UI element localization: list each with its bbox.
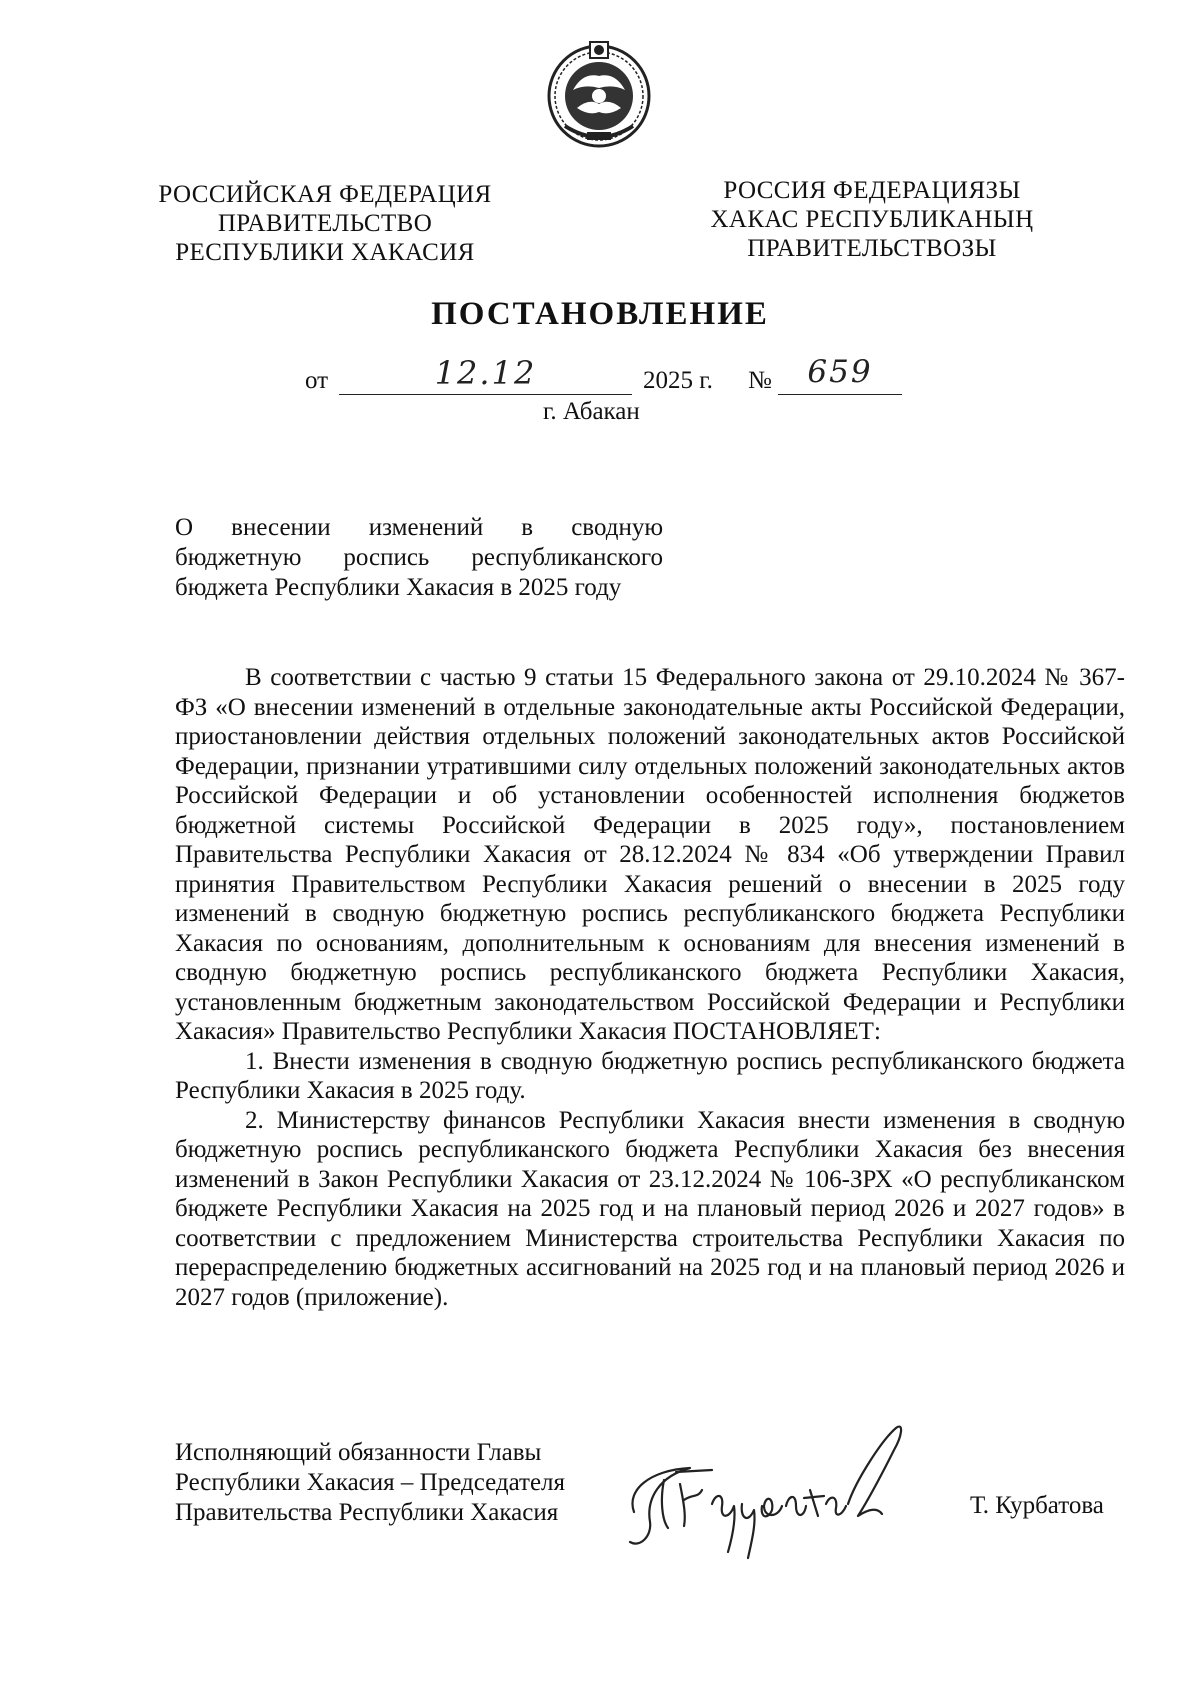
preamble-paragraph: В соответствии с частью 9 статьи 15 Федерального закона от 29.10.2024 № 367-ФЗ «О внесении изменений в отдельные законодательные акты Российской Федерации, приостановлении действия отдельных положений законодательных актов Российской Федерации, признании утратившими силу отдельных положений законодательных актов Российской Федерации и об установлении особенностей исполнения бюджетов бюджетной системы Российской Федерации в 2025 году», постановлением Правительства Республики Хакасия от 28.12.2024 № 834 «Об утверждении Правил принятия Правительством Республики Хакасия решений о внесении в 2025 году изменений в сводную бюджетную роспись республиканского бюджета Республики Хакасия по основаниям, дополнительным к основаниям для внесения изменений в сводную бюджетную роспись республиканского бюджета Республики Хакасия, установленным бюджетным законодательством Российской Федерации и Республики Хакасия» Правительство Республики Хакасия ПОСТАНОВЛЯЕТ: — [175, 664, 1125, 1045]
number-underline — [778, 394, 902, 395]
signatory-role — [175, 1438, 625, 1528]
city-label: г. Абакан — [543, 398, 640, 425]
clause-1: 1. Внести изменения в сводную бюджетную роспись республиканского бюджета Республики Хакасия в 2025 году. — [175, 1047, 1125, 1104]
header-left-line: РЕСПУБЛИКИ ХАКАСИЯ — [175, 239, 475, 266]
subject-line: бюджетную роспись республиканского — [175, 544, 663, 571]
signatory-name: Т. Курбатова — [970, 1492, 1104, 1519]
header-right-line: РОССИЯ ФЕДЕРАЦИЯЗЫ — [723, 177, 1021, 204]
handwritten-number: 659 — [807, 354, 873, 390]
coat-of-arms-emblem — [543, 38, 655, 150]
subject-line: бюджета Республики Хакасия в 2025 году — [175, 574, 622, 601]
handwritten-signature — [620, 1420, 910, 1570]
document-title: ПОСТАНОВЛЕНИЕ — [431, 296, 769, 332]
header-left-line: РОССИЙСКАЯ ФЕДЕРАЦИЯ — [158, 181, 492, 208]
clause-2: 2. Министерству финансов Республики Хакасия внести изменения в сводную бюджетную роспись республиканского бюджета Республики Хакасия без внесения изменений в Закон Республики Хакасия от 23.12.2024 № 106-ЗРХ «О республиканском бюджете Республики Хакасия на 2025 год и на плановый период 2026 и 2027 годов» в соответствии с предложением Министерства строительства Республики Хакасия по перераспределению бюджетных ассигнований на 2025 год и на плановый период 2026 и 2027 годов (приложение). — [175, 1106, 1125, 1311]
handwritten-date: 12.12 — [434, 354, 537, 392]
header-right-line: ХАКАС РЕСПУБЛИКАНЫҢ — [710, 206, 1034, 233]
document-body — [175, 663, 1125, 1312]
header-right-line: ПРАВИТЕЛЬСТВОЗЫ — [747, 235, 997, 262]
signatory-role-line: Исполняющий обязанности Главы — [175, 1439, 542, 1466]
date-underline — [339, 394, 632, 395]
header-left — [150, 180, 500, 267]
number-sign: № — [748, 367, 772, 394]
signatory-role-line: Правительства Республики Хакасия — [175, 1499, 559, 1526]
year-label: 2025 г. — [643, 367, 713, 394]
document-subject — [175, 513, 663, 603]
signatory-role-line: Республики Хакасия – Председателя — [175, 1469, 566, 1496]
header-right — [692, 176, 1052, 263]
header-left-line: ПРАВИТЕЛЬСТВО — [217, 210, 433, 237]
subject-line: О внесении изменений в сводную — [175, 514, 663, 541]
date-from-label: от — [305, 367, 329, 394]
